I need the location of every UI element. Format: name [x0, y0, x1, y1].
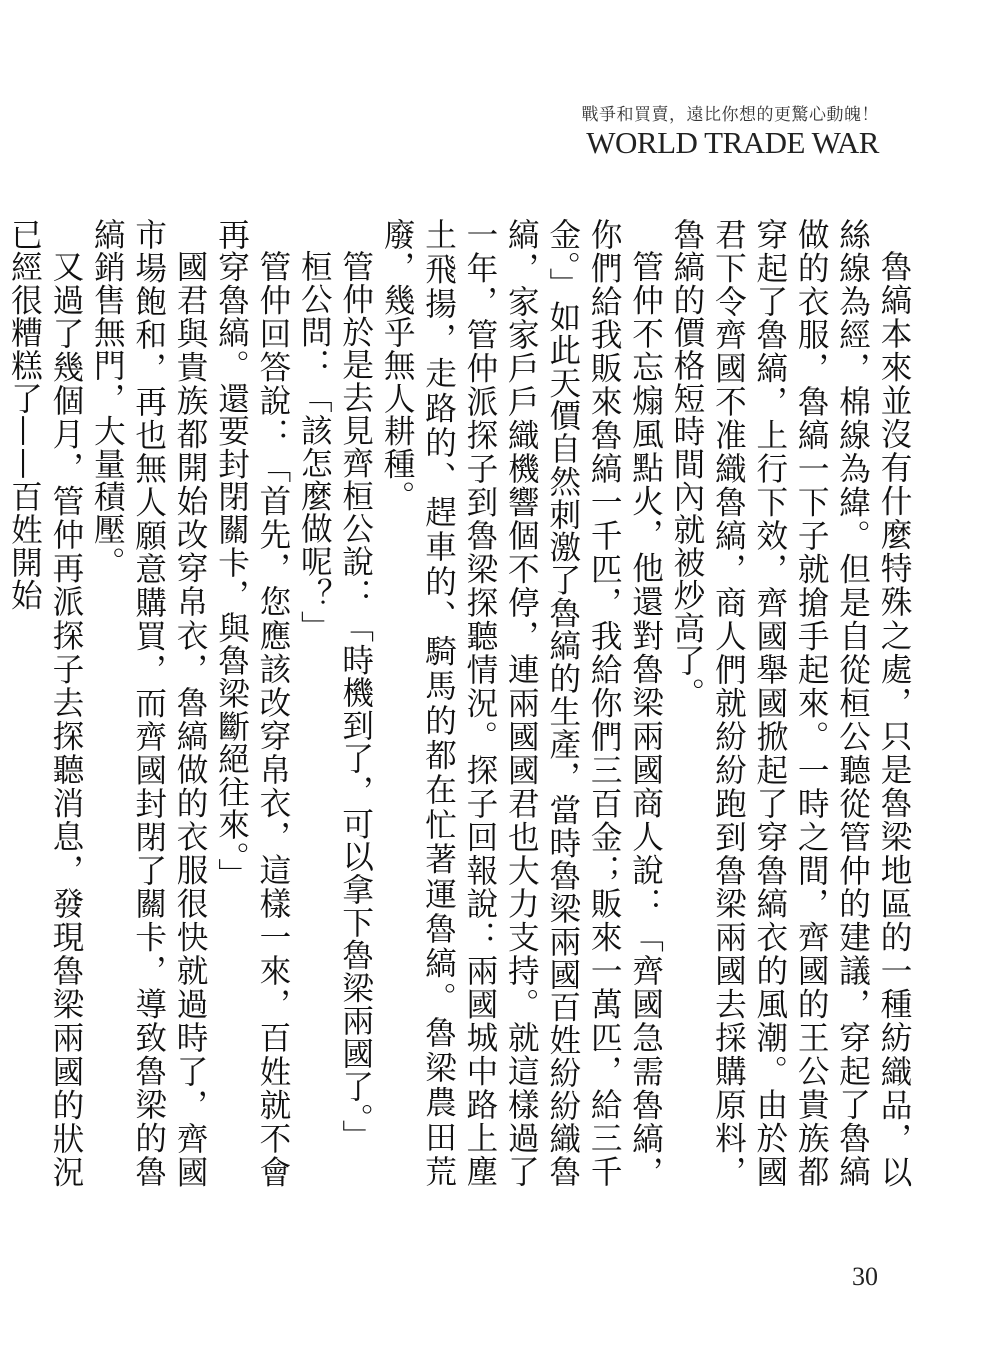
paragraph: 桓公問：「該怎麼做呢？」	[296, 249, 333, 644]
body-text	[6, 218, 914, 1188]
page-number: 30	[852, 1262, 878, 1291]
paragraph: 管仲於是去見齊桓公說：「時機到了，可以拿下魯梁兩國了。」	[337, 249, 374, 1153]
paragraph: 管仲不忘煽風點火，他還對魯梁兩國商人說：「齊國急需魯縞，你們給我販來魯縞一千匹，我給你們三百金；販來一萬匹，給三千金。」如此天價自然刺激了魯縞的生產，當時魯梁兩國百姓紛紛織魯縞，家家戶戶織機響個不停，連兩國國君也大力支持。就這樣過了一年，管仲派探子到魯梁探聽情況。探子回報說：兩國城中路上塵土飛揚，走路的、趕車的、騎馬的都在忙著運魯縞。魯梁農田荒廢，幾乎無人耕種。	[379, 218, 664, 1188]
running-header	[582, 104, 880, 160]
paragraph: 魯縞本來並沒有什麼特殊之處，只是魯梁地區的一種紡織品，以絲線為經，棉線為緯。但是自從桓公聽從管仲的建議，穿起了魯縞做的衣服，魯縞一下子就搶手起來。一時之間，齊國的王公貴族都穿起了魯縞，上行下效，齊國舉國掀起了穿魯縞衣的風潮。由於國君下令齊國不准織魯縞，商人們就紛紛跑到魯梁兩國去採購原料，魯縞的價格短時間內就被炒高了。	[668, 218, 912, 1188]
paragraph: 又過了幾個月，管仲再派探子去探聽消息，發現魯梁兩國的狀況已經很糟糕了——百姓開始	[6, 218, 84, 1188]
book-series-title: WORLD TRADE WAR	[586, 125, 879, 160]
paragraph: 管仲回答說：「首先，您應該改穿帛衣，這樣一來，百姓就不會再穿魯縞。還要封閉關卡，與魯梁斷絕往來。」	[213, 218, 291, 1188]
paragraph: 國君與貴族都開始改穿帛衣，魯縞做的衣服很快就過時了，齊國市場飽和，再也無人願意購買，而齊國封閉了關卡，導致魯梁的魯縞銷售無門，大量積壓。	[89, 218, 209, 1188]
book-subtitle: 戰爭和買賣，遠比你想的更驚心動魄！	[581, 105, 879, 125]
